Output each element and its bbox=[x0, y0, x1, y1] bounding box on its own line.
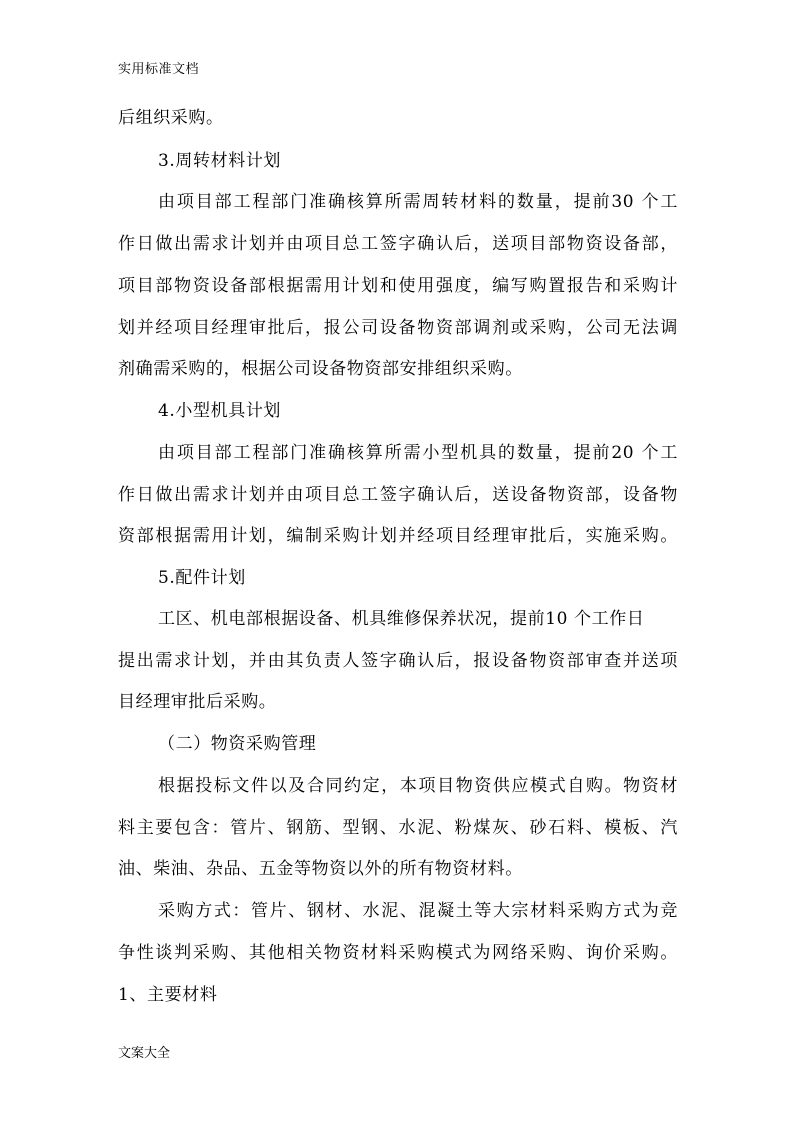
body-line-14: 提出需求计划，并由其负责人签字确认后，报设备物资部审查并送项 bbox=[118, 651, 678, 671]
page-header: 实用标准文档 bbox=[118, 62, 200, 77]
body-line-18: 料主要包含：管片、钢筋、型钢、水泥、粉煤灰、砂石料、模板、汽 bbox=[118, 818, 678, 838]
body-line-4: 作日做出需求计划并由项目总工签字确认后，送项目部物资设备部， bbox=[118, 234, 678, 254]
section-heading-main-materials: 1、主要材料 bbox=[118, 985, 218, 1005]
body-line-21: 争性谈判采购、其他相关物资材料采购模式为网络采购、询价采购。 bbox=[118, 943, 678, 963]
body-line-19: 油、柴油、杂品、五金等物资以外的所有物资材料。 bbox=[118, 859, 523, 879]
section-heading-5: 5.配件计划 bbox=[158, 568, 246, 588]
body-line-1: 后组织采购。 bbox=[118, 108, 224, 128]
body-line-7: 剂确需采购的，根据公司设备物资部安排组织采购。 bbox=[118, 359, 523, 379]
body-line-15: 目经理审批后采购。 bbox=[118, 692, 277, 712]
body-line-9: 由项目部工程部门准确核算所需小型机具的数量，提前20 个工 bbox=[158, 443, 678, 463]
body-line-17: 根据投标文件以及合同约定，本项目物资供应模式自购。物资材 bbox=[158, 776, 678, 796]
body-line-13: 工区、机电部根据设备、机具维修保养状况，提前10 个工作日 bbox=[158, 609, 645, 629]
body-line-11: 资部根据需用计划，编制采购计划并经项目经理审批后，实施采购。 bbox=[118, 526, 678, 546]
section-heading-procurement: （二）物资采购管理 bbox=[158, 734, 317, 754]
section-heading-3: 3.周转材料计划 bbox=[158, 151, 282, 171]
section-heading-4: 4.小型机具计划 bbox=[158, 401, 282, 421]
body-line-3: 由项目部工程部门准确核算所需周转材料的数量，提前30 个工 bbox=[158, 192, 678, 212]
body-line-6: 划并经项目经理审批后，报公司设备物资部调剂或采购，公司无法调 bbox=[118, 318, 678, 338]
body-line-5: 项目部物资设备部根据需用计划和使用强度，编写购置报告和采购计 bbox=[118, 276, 678, 296]
body-line-10: 作日做出需求计划并由项目总工签字确认后，送设备物资部，设备物 bbox=[118, 485, 678, 505]
page-footer: 文案大全 bbox=[118, 1046, 171, 1061]
body-line-20: 采购方式：管片、钢材、水泥、混凝土等大宗材料采购方式为竞 bbox=[158, 901, 678, 921]
